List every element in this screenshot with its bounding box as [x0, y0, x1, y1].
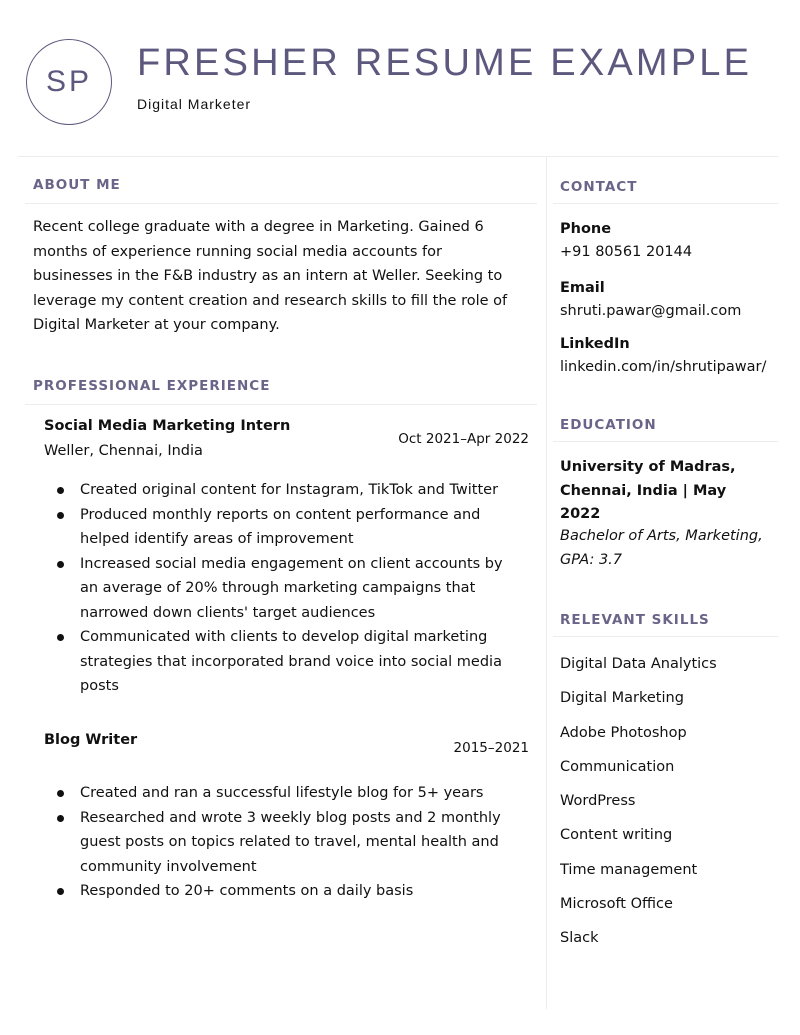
phone-label: Phone [560, 221, 612, 237]
email-label: Email [560, 280, 605, 296]
skills-heading: RELEVANT SKILLS [560, 612, 710, 628]
list-item: Slack [560, 930, 599, 947]
job-bullets [44, 781, 514, 904]
skills-list [560, 654, 775, 963]
experience-heading: PROFESSIONAL EXPERIENCE [33, 378, 271, 394]
list-item: Communication [560, 758, 675, 775]
resume-job-title: Digital Marketer [137, 96, 252, 112]
education-school: University of Madras, Chennai, India | May 2022 [560, 459, 736, 522]
education-degree: Bachelor of Arts, Marketing, GPA: 3.7 [560, 528, 763, 568]
header-divider [18, 156, 778, 157]
monogram-avatar [26, 39, 112, 125]
list-item: Researched and wrote 3 weekly blog posts and 2 monthly guest posts on topics related to travel, mental health and community involvement [44, 806, 514, 880]
list-item: Created original content for Instagram, TikTok and Twitter [44, 478, 514, 503]
list-item: WordPress [560, 793, 636, 810]
about-divider [25, 203, 537, 204]
job-role: Blog Writer [44, 732, 138, 748]
list-item: Digital Marketing [560, 690, 684, 707]
job-role: Social Media Marketing Intern [44, 418, 291, 434]
linkedin-label: LinkedIn [560, 336, 630, 352]
list-item: Microsoft Office [560, 896, 673, 913]
email-value: shruti.pawar@gmail.com [560, 303, 742, 319]
list-item: Created and ran a successful lifestyle blog for 5+ years [44, 781, 514, 806]
list-item: Communicated with clients to develop digital marketing strategies that incorporated brand voice into social media posts [44, 625, 514, 699]
list-item: Time management [560, 861, 698, 878]
about-heading: ABOUT ME [33, 177, 121, 193]
list-item: Increased social media engagement on client accounts by an average of 20% through marketing campaigns that narrowed down clients' target audiences [44, 552, 514, 626]
contact-divider [553, 203, 778, 204]
initials: SP [45, 65, 93, 98]
skills-divider [553, 636, 778, 637]
linkedin-value: linkedin.com/in/shrutipawar/ [560, 359, 767, 375]
resume-name: FRESHER RESUME EXAMPLE [137, 42, 753, 84]
education-divider [553, 441, 778, 442]
list-item: Adobe Photoshop [560, 724, 687, 741]
experience-divider [25, 404, 537, 405]
about-text: Recent college graduate with a degree in Marketing. Gained 6 months of experience running social media accounts for businesses in the F&B industry as an intern at Weller. Seeking to leverage my content creation and research skills to fill the role of Digital Marketer at your company. [33, 219, 508, 333]
list-item: Responded to 20+ comments on a daily basis [44, 879, 514, 904]
column-divider [546, 157, 547, 1009]
job-place: Weller, Chennai, India [44, 443, 203, 459]
contact-heading: CONTACT [560, 179, 638, 195]
list-item: Produced monthly reports on content performance and helped identify areas of improvement [44, 503, 514, 552]
job-dates: 2015–2021 [453, 740, 529, 756]
phone-value: +91 80561 20144 [560, 244, 693, 260]
job-bullets [44, 478, 514, 699]
list-item: Digital Data Analytics [560, 656, 717, 672]
job-dates: Oct 2021–Apr 2022 [398, 431, 529, 447]
list-item: Content writing [560, 827, 673, 844]
education-heading: EDUCATION [560, 417, 657, 433]
